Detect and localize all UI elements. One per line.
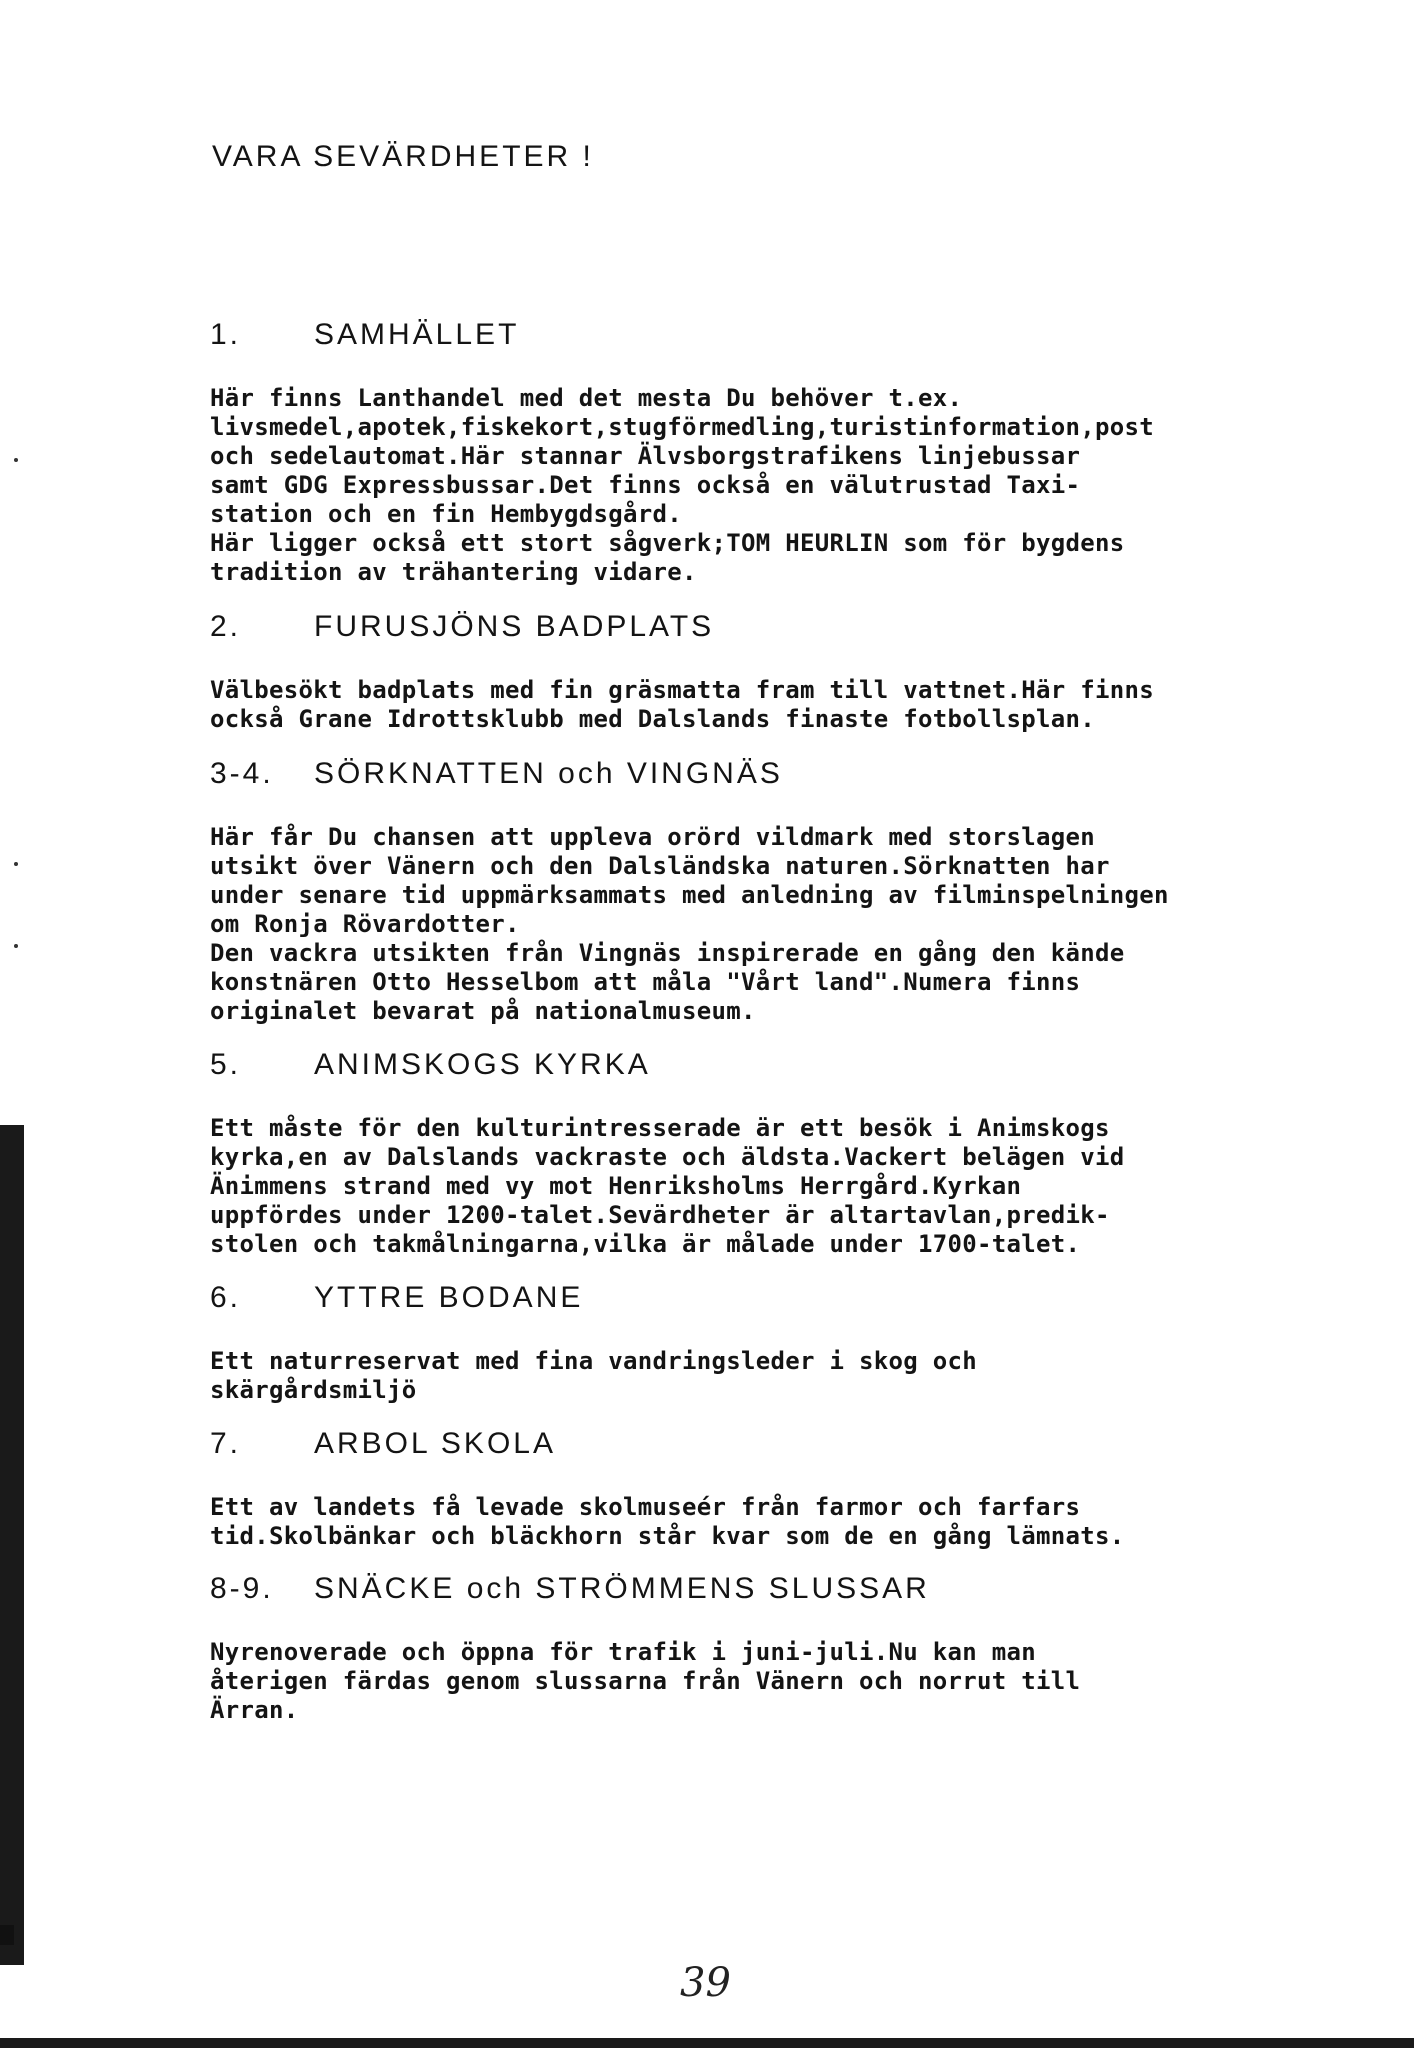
section-snacke-strommens-slussar [210, 1572, 1370, 1725]
section-body: Här finns Lanthandel med det mesta Du behöver t.ex. livsmedel,apotek,fiskekort,stugförmedling,turistinformation,post och sedelautomat.Här stannar Älvsborgstrafikens linjebussar samt GDG Expressbussar.Det finns också en välutrustad Taxi- station och en fin Hembygdsgård. Här ligger också ett stort sågverk;TOM HEURLIN som för bygdens tradition av trähantering vidare. [210, 384, 1154, 586]
section-arbol-skola [210, 1427, 1370, 1551]
section-body: Ett av landets få levade skolmuseér från farmor och farfars tid.Skolbänkar och bläckhorn står kvar som de en gång lämnats. [210, 1493, 1125, 1550]
section-heading [210, 1048, 1370, 1082]
section-animskogs-kyrka [210, 1048, 1370, 1259]
section-title: FURUSJÖNS BADPLATS [314, 610, 715, 643]
section-body: Ett naturreservat med fina vandringsleder i skog och skärgårdsmiljö [210, 1347, 977, 1404]
section-number: 8-9. [210, 1572, 274, 1605]
section-heading [210, 610, 1370, 644]
section-number: 6. [210, 1281, 242, 1314]
margin-mark [14, 944, 18, 948]
section-heading [210, 1281, 1370, 1315]
page-number: 39 [680, 1960, 731, 2006]
section-body: Ett måste för den kulturintresserade är ett besök i Animskogs kyrka,en av Dalslands vackraste och äldsta.Vackert belägen vid Änimmens strand med vy mot Henriksholms Herrgård.Kyrkan uppfördes under 1200-talet.Sevärdheter är altartavlan,predik- stolen och takmålningarna,vilka är målade under 1700-talet. [210, 1114, 1125, 1258]
section-heading [210, 1427, 1370, 1461]
section-title: ARBOL SKOLA [314, 1427, 556, 1460]
section-number: 5. [210, 1048, 242, 1081]
page-title: VARA SEVÄRDHETER ! [212, 140, 594, 173]
section-heading [210, 318, 1370, 352]
scan-bottom-edge [0, 2038, 1414, 2048]
section-number: 7. [210, 1427, 242, 1460]
section-number: 1. [210, 318, 242, 351]
margin-mark [14, 862, 18, 866]
section-samhallet [210, 318, 1370, 587]
section-body: Välbesökt badplats med fin gräsmatta fram till vattnet.Här finns också Grane Idrottsklubb med Dalslands finaste fotbollsplan. [210, 676, 1154, 733]
section-title: YTTRE BODANE [314, 1281, 584, 1314]
scan-edge-notch [0, 1925, 14, 1945]
section-title: SNÄCKE och STRÖMMENS SLUSSAR [314, 1572, 930, 1605]
section-heading [210, 1572, 1370, 1606]
section-title: SÖRKNATTEN och VINGNÄS [314, 757, 783, 790]
section-number: 2. [210, 610, 242, 643]
section-body: Här får Du chansen att uppleva orörd vildmark med storslagen utsikt över Vänern och den Dalsländska naturen.Sörknatten har under senare tid uppmärksammats med anledning av filminspelningen om Ronja Rövardotter. Den vackra utsikten från Vingnäs inspirerade en gång den kände konstnären Otto Hesselbom att måla "Vårt land".Numera finns originalet bevarat på nationalmuseum. [210, 823, 1169, 1025]
section-heading [210, 757, 1370, 791]
section-furusjons-badplats [210, 610, 1370, 734]
section-yttre-bodane [210, 1281, 1370, 1405]
margin-mark [14, 458, 18, 462]
section-sorknatten-vingnas [210, 757, 1370, 1026]
section-title: ANIMSKOGS KYRKA [314, 1048, 651, 1081]
scan-edge-shadow [0, 1125, 24, 1965]
section-title: SAMHÄLLET [314, 318, 520, 351]
section-number: 3-4. [210, 757, 274, 790]
section-body: Nyrenoverade och öppna för trafik i juni-juli.Nu kan man återigen färdas genom slussarna från Vänern och norrut till Ärran. [210, 1638, 1081, 1724]
